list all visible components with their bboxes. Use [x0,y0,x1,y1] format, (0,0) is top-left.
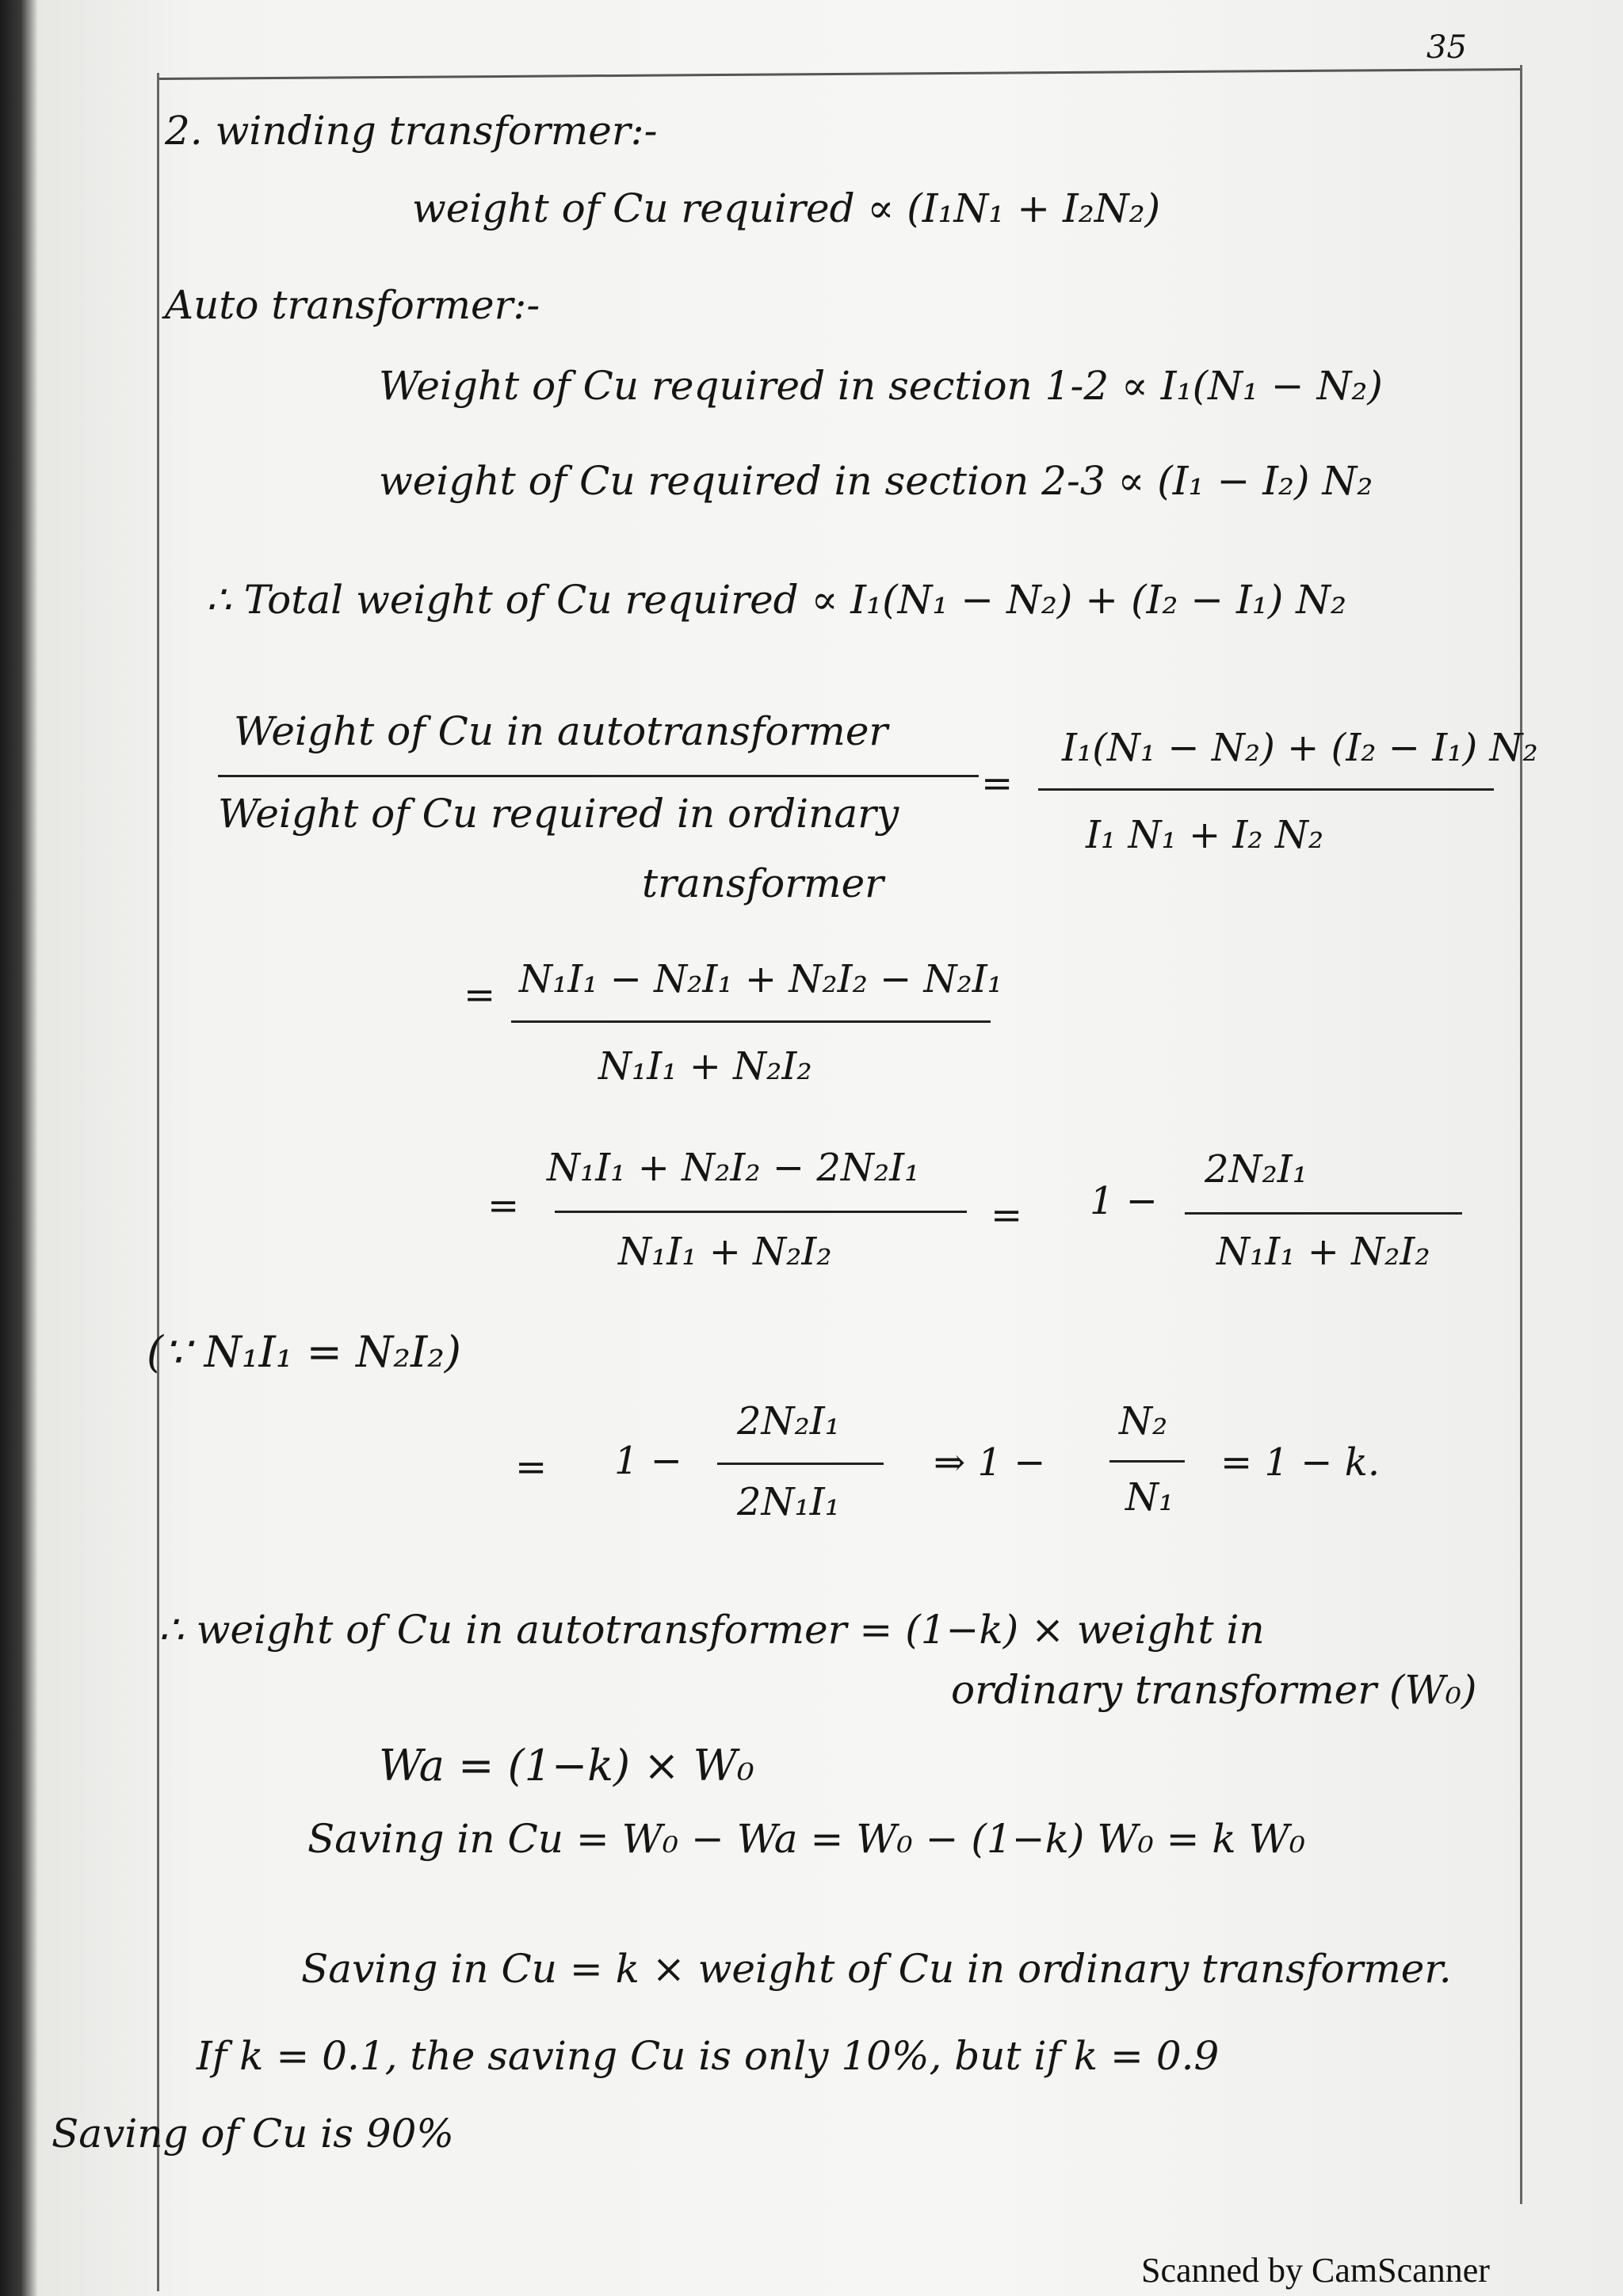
step3-frac1-denominator: 2N₁I₁ [737,1480,840,1524]
ratio-rhs-denominator: I₁ N₁ + I₂ N₂ [1086,813,1324,857]
ratio-rhs-numerator: I₁(N₁ − N₂) + (I₂ − I₁) N₂ [1062,726,1538,770]
camscanner-watermark: Scanned by CamScanner [1141,2251,1490,2290]
step2-equals-sign: = [487,1184,520,1228]
step3-frac1-bar [717,1463,884,1465]
margin-rule-right [1520,65,1522,2204]
conclusion-line1: ∴ weight of Cu in autotransformer = (1−k) × weight in [158,1607,1265,1653]
margin-rule-top [157,68,1520,80]
margin-rule-left [157,73,159,2291]
step3-frac1-numerator: 2N₂I₁ [737,1399,840,1444]
step2-rhs-numerator: 2N₂I₁ [1205,1147,1308,1192]
ratio-rhs-fraction-bar [1038,788,1494,791]
saving-words-line: Saving in Cu = k × weight of Cu in ordinary transformer. [301,1946,1452,1992]
page-shadow-edge [0,0,38,2296]
step1-numerator: N₁I₁ − N₂I₁ + N₂I₂ − N₂I₁ [519,957,1002,1001]
ratio-lhs-denominator-line1: Weight of Cu required in ordinary [218,791,899,837]
step3-implies: ⇒ 1 − [934,1440,1046,1485]
identity-note: (∵ N₁I₁ = N₂I₂) [147,1327,461,1377]
step2-fraction-bar [555,1211,967,1213]
saving-equation: Saving in Cu = W₀ − Wa = W₀ − (1−k) W₀ = k W₀ [307,1816,1306,1862]
step2-rhs-fraction-bar [1185,1212,1462,1215]
heading-auto-transformer: Auto transformer:- [165,282,540,328]
step3-frac2-numerator: N₂ [1119,1399,1168,1444]
step3-one-minus: 1 − [614,1439,683,1483]
step3-result: = 1 − k. [1220,1440,1381,1485]
conclusion-line2: ordinary transformer (W₀) [951,1667,1477,1713]
example-line1: If k = 0.1, the saving Cu is only 10%, but if k = 0.9 [197,2033,1220,2079]
step2-one-minus: 1 − [1090,1179,1159,1223]
step3-equals-sign: = [515,1445,548,1489]
example-line2: Saving of Cu is 90% [52,2111,454,2157]
ratio-lhs-fraction-bar [218,775,979,777]
two-winding-weight-line: weight of Cu required ∝ (I₁N₁ + I₂N₂) [412,185,1161,231]
wa-equation: Wa = (1−k) × W₀ [379,1741,754,1791]
ratio-equals-sign: = [981,761,1014,806]
heading-two-winding: 2. winding transformer:- [165,108,658,154]
page-number: 35 [1426,29,1467,66]
step1-fraction-bar [511,1020,991,1023]
step2-denominator: N₁I₁ + N₂I₂ [618,1230,832,1274]
step2-rhs-denominator: N₁I₁ + N₂I₂ [1216,1230,1430,1274]
total-weight-line: ∴ Total weight of Cu required ∝ I₁(N₁ − N₂) + (I₂ − I₁) N₂ [206,577,1347,623]
step2-equals-sign-2: = [991,1193,1023,1238]
step1-equals-sign: = [464,973,496,1017]
step3-frac2-denominator: N₁ [1125,1475,1174,1520]
step3-frac2-bar [1109,1460,1185,1463]
auto-section-2-3-line: weight of Cu required in section 2-3 ∝ (I₁ − I₂) N₂ [379,458,1373,504]
ratio-lhs-numerator: Weight of Cu in autotransformer [234,708,888,754]
auto-section-1-2-line: Weight of Cu required in section 1-2 ∝ I₁(N₁ − N₂) [379,363,1383,409]
step1-denominator: N₁I₁ + N₂I₂ [598,1044,812,1089]
step2-numerator: N₁I₁ + N₂I₂ − 2N₂I₁ [547,1146,920,1190]
ratio-lhs-denominator-line2: transformer [642,860,884,906]
